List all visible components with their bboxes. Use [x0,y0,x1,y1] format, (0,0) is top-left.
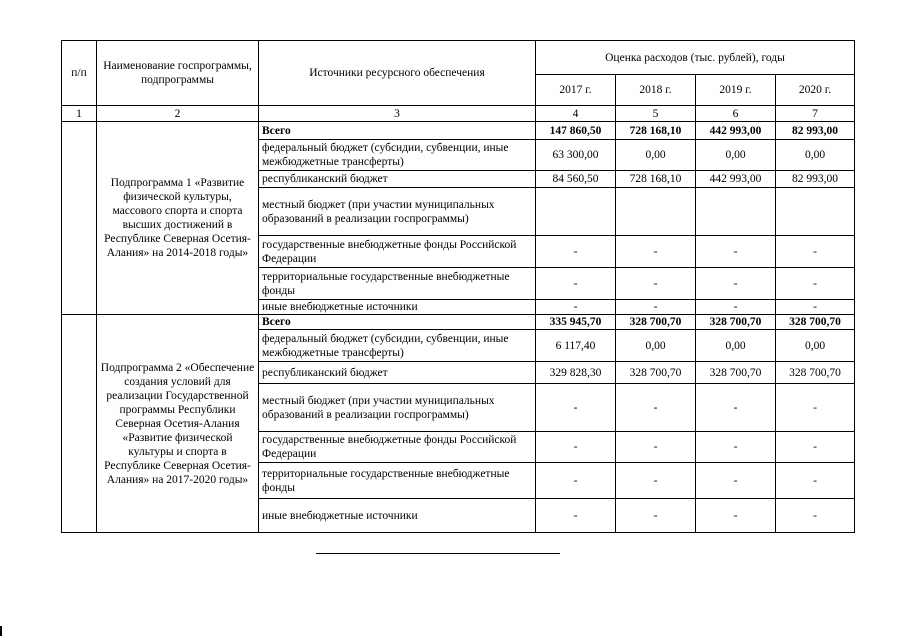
value-cell: - [776,268,855,300]
source-cell: государственные внебюджетные фонды Российской Федерации [259,432,536,463]
value-cell: - [616,463,696,499]
value-cell: 0,00 [616,330,696,362]
value-cell: 328 700,70 [776,315,855,330]
value-cell: - [696,384,776,432]
source-cell: территориальные государственные внебюджетные фонды [259,463,536,499]
value-cell [536,188,616,236]
value-cell: 335 945,70 [536,315,616,330]
column-number: 7 [776,106,855,122]
header-year: 2017 г. [536,75,616,106]
value-cell: 82 993,00 [776,171,855,188]
value-cell: 147 860,50 [536,122,616,140]
budget-table [61,40,855,533]
value-cell: 728 168,10 [616,171,696,188]
value-cell: - [536,236,616,268]
value-cell: - [696,432,776,463]
value-cell: 0,00 [776,330,855,362]
column-number-row [62,106,855,122]
value-cell: - [776,463,855,499]
header-year: 2018 г. [616,75,696,106]
column-number: 3 [259,106,536,122]
value-cell: 63 300,00 [536,140,616,171]
header-year: 2020 г. [776,75,855,106]
column-number: 5 [616,106,696,122]
source-cell: республиканский бюджет [259,362,536,384]
source-cell: федеральный бюджет (субсидии, субвенции, иные межбюджетные трансферты) [259,330,536,362]
value-cell [776,188,855,236]
header-estimate: Оценка расходов (тыс. рублей), годы [536,41,855,75]
header-num: п/п [62,41,97,106]
value-cell: - [616,384,696,432]
value-cell: - [696,499,776,533]
source-cell: федеральный бюджет (субсидии, субвенции, иные межбюджетные трансферты) [259,140,536,171]
row-number-cell [62,315,97,533]
value-cell: - [536,463,616,499]
value-cell: 0,00 [696,330,776,362]
header-row [62,41,855,75]
row-number-cell [62,122,97,315]
value-cell: - [776,300,855,315]
column-number: 6 [696,106,776,122]
source-cell: Всего [259,315,536,330]
value-cell: 6 117,40 [536,330,616,362]
value-cell: - [696,463,776,499]
value-cell: 442 993,00 [696,171,776,188]
value-cell: 329 828,30 [536,362,616,384]
value-cell: 0,00 [696,140,776,171]
value-cell: - [776,236,855,268]
value-cell: - [616,268,696,300]
value-cell: - [616,432,696,463]
value-cell: - [776,384,855,432]
value-cell: 82 993,00 [776,122,855,140]
value-cell: - [536,300,616,315]
value-cell: - [696,236,776,268]
value-cell: - [776,499,855,533]
value-cell: - [696,300,776,315]
value-cell: 0,00 [776,140,855,171]
value-cell: - [536,432,616,463]
column-number: 4 [536,106,616,122]
source-cell: республиканский бюджет [259,171,536,188]
value-cell: 0,00 [616,140,696,171]
value-cell: 728 168,10 [616,122,696,140]
value-cell: 328 700,70 [696,315,776,330]
table-row [62,122,855,140]
value-cell: 328 700,70 [696,362,776,384]
value-cell: 328 700,70 [616,315,696,330]
value-cell: - [536,268,616,300]
source-cell: государственные внебюджетные фонды Российской Федерации [259,236,536,268]
value-cell: - [616,300,696,315]
subprogram-2-name: Подпрограмма 2 «Обеспечение создания условий для реализации Государственной программы Республики Северная Осетия-Алания «Развитие физической культуры и спорта в Республике Северная Осетия-Алания» на 2017-2020 годы» [97,315,259,533]
source-cell: Всего [259,122,536,140]
value-cell: - [616,499,696,533]
value-cell: 442 993,00 [696,122,776,140]
value-cell: - [536,384,616,432]
footer-divider [316,553,560,554]
value-cell: - [536,499,616,533]
value-cell: - [696,268,776,300]
value-cell [616,188,696,236]
value-cell: 84 560,50 [536,171,616,188]
table-row [62,315,855,330]
value-cell: 328 700,70 [616,362,696,384]
value-cell [696,188,776,236]
column-number: 2 [97,106,259,122]
value-cell: 328 700,70 [776,362,855,384]
header-sources: Источники ресурсного обеспечения [259,41,536,106]
header-name: Наименование госпрограммы, подпрограммы [97,41,259,106]
scan-edge-mark [0,626,2,636]
column-number: 1 [62,106,97,122]
subprogram-1-name: Подпрограмма 1 «Развитие физической культуры, массового спорта и спорта высших достижений в Республике Северная Осетия-Алания» на 2014-2018 годы» [97,122,259,315]
source-cell: местный бюджет (при участии муниципальных образований в реализации госпрограммы) [259,188,536,236]
source-cell: иные внебюджетные источники [259,300,536,315]
value-cell: - [616,236,696,268]
source-cell: иные внебюджетные источники [259,499,536,533]
value-cell: - [776,432,855,463]
source-cell: местный бюджет (при участии муниципальных образований в реализации госпрограммы) [259,384,536,432]
source-cell: территориальные государственные внебюджетные фонды [259,268,536,300]
header-year: 2019 г. [696,75,776,106]
